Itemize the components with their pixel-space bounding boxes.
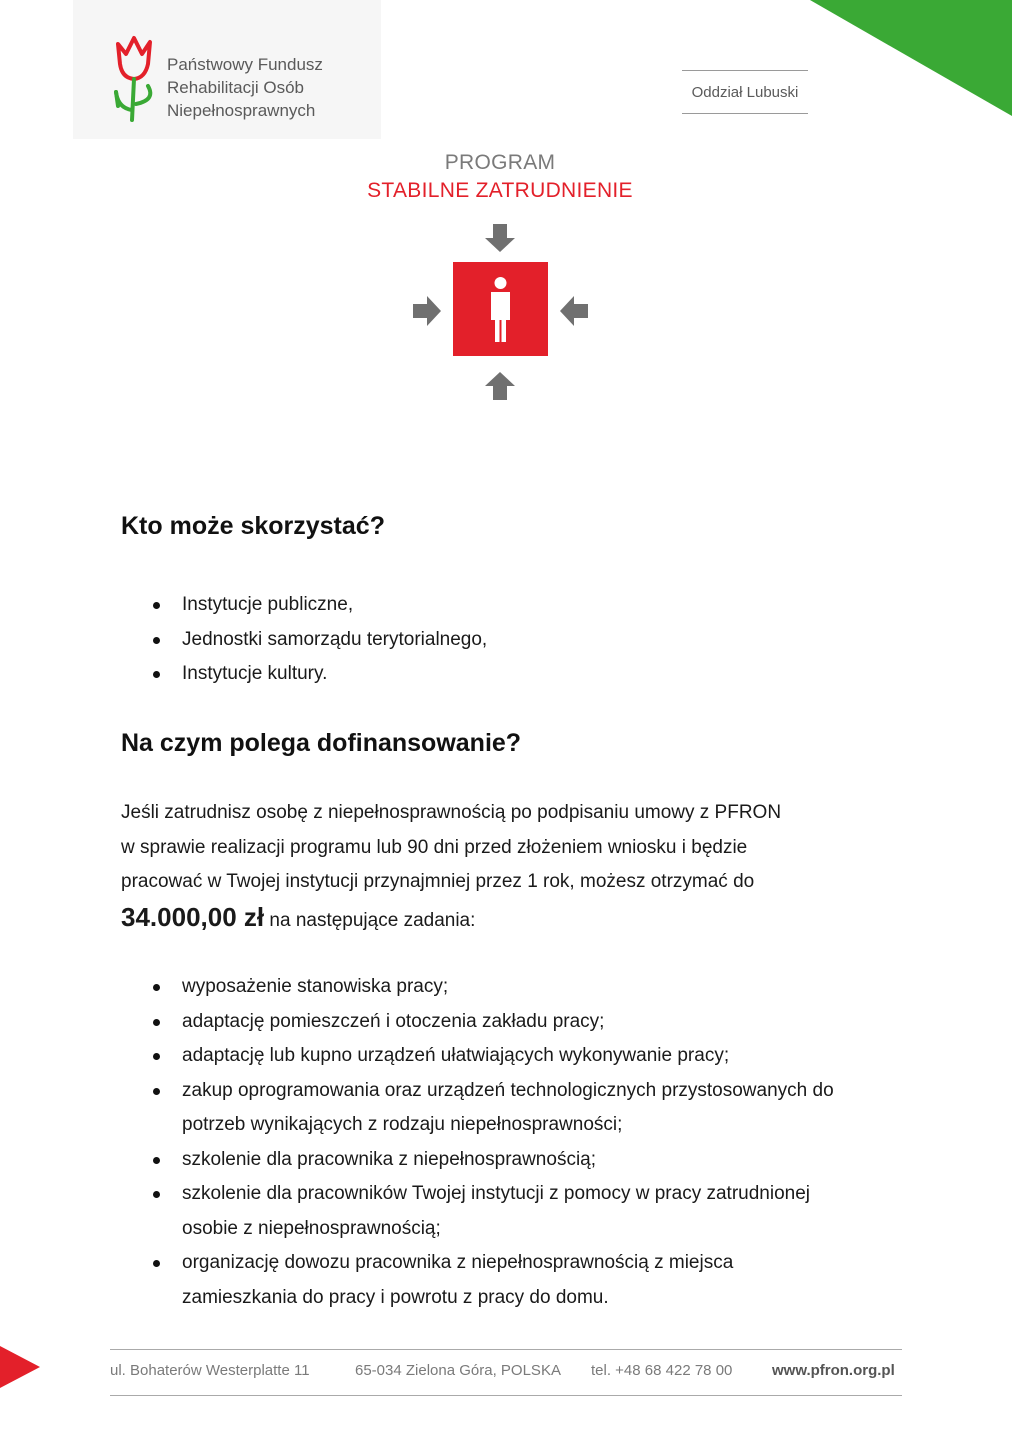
footer-website-link[interactable]: www.pfron.org.pl	[772, 1362, 895, 1379]
list-item: Jednostki samorządu terytorialnego,	[121, 623, 487, 658]
tulip-logo-icon	[112, 34, 160, 122]
list-item: organizację dowozu pracownika z niepełnosprawnością z miejsca zamieszkania do pracy i powrotu z pracy do domu.	[121, 1246, 821, 1315]
list-item: zakup oprogramowania oraz urządzeń technologicznych przystosowanych do potrzeb wynikających z rodzaju niepełnosprawności;	[121, 1074, 861, 1143]
divider	[682, 113, 808, 114]
heading-funding: Na czym polega dofinansowanie?	[121, 729, 522, 757]
paragraph-line: w sprawie realizacji programu lub 90 dni przed złożeniem wniosku i będzie	[121, 836, 748, 858]
list-item: Instytucje publiczne,	[121, 588, 487, 623]
list-item: szkolenie dla pracowników Twojej instytucji z pomocy w pracy zatrudnionej osobie z niepełnosprawnością;	[121, 1177, 811, 1246]
org-name-line: Niepełnosprawnych	[167, 101, 316, 120]
heading-who: Kto może skorzystać?	[121, 512, 385, 540]
footer-phone: tel. +48 68 422 78 00	[591, 1362, 733, 1379]
footer-address: ul. Bohaterów Westerplatte 11	[110, 1362, 310, 1379]
list-item: adaptację lub kupno urządzeń ułatwiających wykonywanie pracy;	[121, 1039, 911, 1074]
list-item: szkolenie dla pracownika z niepełnosprawnością;	[121, 1143, 911, 1178]
side-arrow-decoration	[0, 1346, 40, 1388]
list-item: adaptację pomieszczeń i otoczenia zakładu pracy;	[121, 1005, 911, 1040]
program-name: STABILNE ZATRUDNIENIE	[367, 179, 633, 202]
person-arrows-icon	[405, 222, 595, 404]
list-item: wyposażenie stanowiska pracy;	[121, 970, 911, 1005]
funding-amount: 34.000,00 zł	[121, 901, 265, 932]
org-name-line: Rehabilitacji Osób	[167, 78, 305, 97]
footer-divider	[110, 1395, 902, 1396]
tasks-list	[121, 970, 911, 1315]
paragraph-line: pracować w Twojej instytucji przynajmniej przez 1 rok, możesz otrzymać do	[121, 871, 755, 892]
footer-city: 65-034 Zielona Góra, POLSKA	[355, 1362, 561, 1379]
paragraph-line: Jeśli zatrudnisz osobę z niepełnosprawnością po podpisaniu umowy z PFRON	[121, 802, 782, 823]
funding-paragraph	[121, 796, 881, 938]
list-item: Instytucje kultury.	[121, 657, 487, 692]
footer-divider	[110, 1349, 902, 1350]
program-title: PROGRAM	[444, 151, 556, 174]
eligible-list	[121, 588, 487, 692]
org-name-line: Państwowy Fundusz	[167, 55, 323, 74]
branch-name: Oddział Lubuski	[691, 84, 799, 101]
corner-decoration	[810, 0, 1012, 116]
amount-suffix: na następujące zadania:	[264, 909, 476, 931]
paragraph-line-amount	[121, 900, 881, 939]
branch-label-block	[682, 70, 808, 114]
org-name	[167, 53, 323, 122]
